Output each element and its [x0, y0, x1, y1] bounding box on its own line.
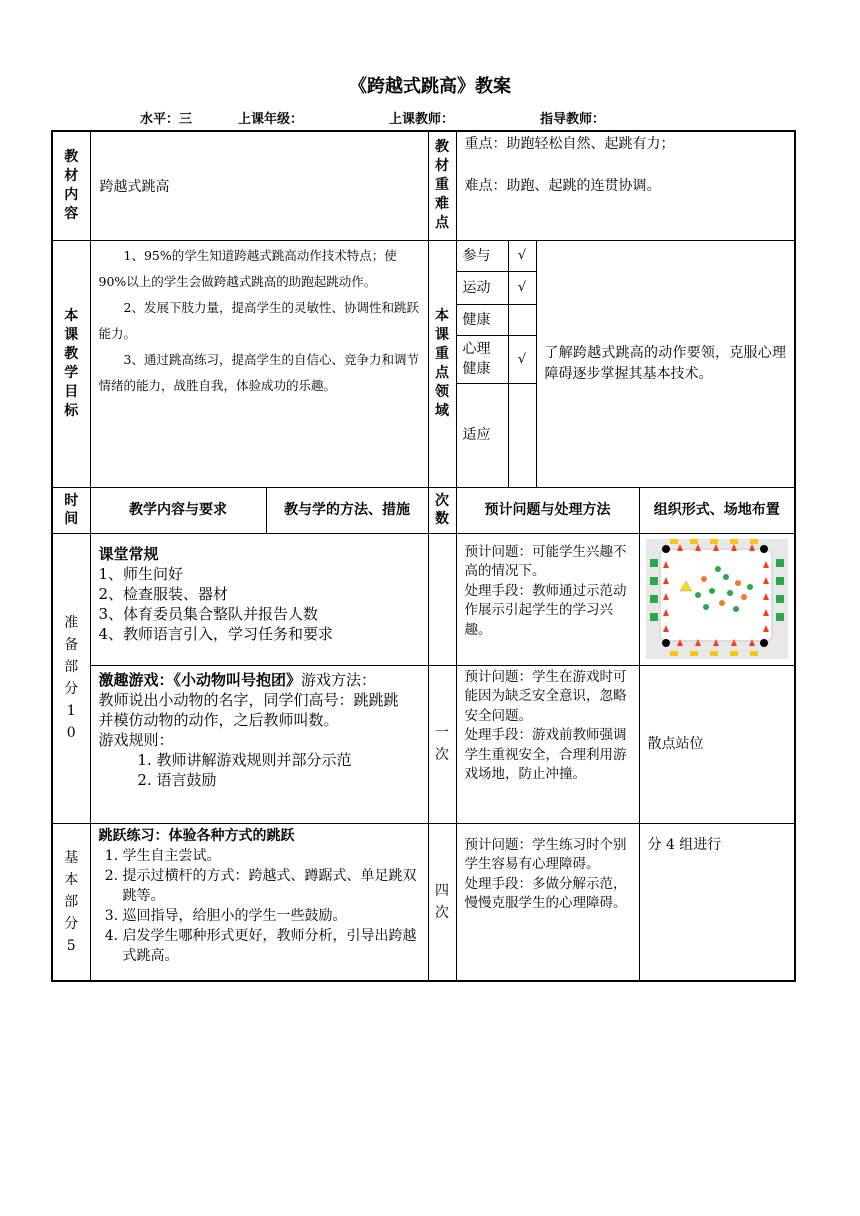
routine-solution: 处理手段：教师通过示范动作展示引起学生的学习兴趣。: [464, 582, 627, 638]
keypoint-difficulty: 难点：助跑、起跳的连贯协调。: [464, 178, 661, 194]
side-mat: [650, 559, 658, 567]
student-dot: [747, 584, 753, 590]
side-mat: [650, 613, 658, 621]
field-layout-diagram: [646, 539, 788, 659]
keypoints-cell: [456, 131, 795, 240]
domain-sport-check: √: [508, 271, 536, 304]
header-times: 次数: [428, 487, 456, 533]
content-label: 教材内容: [52, 131, 90, 240]
bottom-mat: [670, 651, 678, 656]
lesson-plan-table: [51, 130, 796, 982]
side-mat: [776, 595, 784, 603]
content-value: 跨越式跳高: [90, 131, 428, 240]
student-dot: [735, 580, 741, 586]
top-mat: [710, 539, 718, 544]
domain-description: 了解跨越式跳高的动作要领，克服心理障碍逐步掌握其基本技术。: [536, 240, 795, 487]
jump-item: 1. 学生自主尝试。: [123, 846, 420, 866]
jump-problem-cell: [456, 823, 639, 981]
routine-item: 4、教师语言引入，学习任务和要求: [98, 624, 334, 643]
teacher-label: 上课教师：: [389, 112, 455, 127]
grade-label: 上课年级：: [238, 112, 304, 127]
student-dot: [703, 604, 709, 610]
routine-title: 课堂常规: [98, 544, 159, 563]
bottom-mat: [690, 651, 698, 656]
bottom-mat: [730, 651, 738, 656]
game-rules-list: [99, 750, 420, 790]
jump-org: 分 4 组进行: [639, 823, 795, 981]
field-track: [660, 549, 772, 641]
routine-item: 3、体育委员集合整队并报告人数: [98, 604, 319, 623]
top-mat: [730, 539, 738, 544]
domain-participation: 参与: [456, 240, 508, 271]
game-problem-cell: [456, 665, 639, 823]
domain-adapt: 适应: [456, 383, 508, 487]
jump-problem: 预计问题：学生练习时个别学生容易有心理障碍。: [464, 836, 627, 872]
objectives-cell: [90, 240, 428, 487]
corner-marker: [662, 639, 670, 647]
jump-item: 3. 巡回指导，给胆小的学生一些鼓励。: [123, 906, 420, 926]
corner-marker: [760, 639, 768, 647]
student-dot: [715, 566, 721, 572]
jump-item: 4. 启发学生哪种形式更好，教师分析，引导出跨越式跳高。: [123, 926, 420, 966]
game-title-suffix: 游戏方法：: [301, 670, 377, 689]
top-mat: [670, 539, 678, 544]
game-solution: 处理手段：游戏前教师强调学生重视安全，合理利用游戏场地，防止冲撞。: [464, 727, 627, 782]
game-rule: 2. 语言鼓励: [157, 770, 420, 790]
keypoints-label: 教材重难点: [428, 131, 456, 240]
objective-2: 2、发展下肢力量，提高学生的灵敏性、协调性和跳跃能力。: [98, 299, 419, 341]
domain-mental-health-check: √: [508, 335, 536, 383]
side-mat: [650, 577, 658, 585]
game-rules-label: 游戏规则：: [98, 730, 174, 749]
domain-participation-check: √: [508, 240, 536, 271]
side-mat: [776, 577, 784, 585]
field-layout-cell: [639, 533, 795, 665]
jump-item: 2. 提示过横杆的方式：跨越式、蹲踞式、单足跳双跳等。: [123, 866, 420, 906]
side-mat: [650, 595, 658, 603]
domain-mental-health: 心理健康: [456, 335, 508, 383]
domain-health-check: [508, 304, 536, 335]
domain-sport: 运动: [456, 271, 508, 304]
side-mat: [776, 559, 784, 567]
corner-marker: [662, 545, 670, 553]
routine-item: 1、师生问好: [98, 564, 184, 583]
game-title: 激趣游戏：《小动物叫号抱团》: [98, 670, 302, 689]
bottom-mat: [710, 651, 718, 656]
student-dot: [709, 588, 715, 594]
student-dot: [741, 594, 747, 600]
header-method: 教与学的方法、措施: [266, 487, 428, 533]
student-dot: [727, 590, 733, 596]
objectives-label: 本课教学目标: [52, 240, 90, 487]
jump-list: [99, 846, 420, 966]
corner-marker: [760, 545, 768, 553]
level-label: 水平：三: [140, 112, 193, 127]
game-problem: 预计问题：学生在游戏时可能因为缺乏安全意识，忽略安全问题。: [464, 668, 627, 724]
basic-section-label: 基本部分5: [52, 823, 90, 981]
routine-item: 2、检查服装、器材: [98, 584, 229, 603]
student-dot: [719, 600, 725, 606]
game-cell: [90, 665, 428, 823]
routine-times: [428, 533, 456, 665]
game-org: 散点站位: [639, 665, 795, 823]
jump-title: 跳跃练习：体验各种方式的跳跃: [98, 827, 295, 844]
side-mat: [776, 613, 784, 621]
game-text: 并模仿动物的动作，之后教师叫数。: [98, 710, 339, 729]
jump-cell: [90, 823, 428, 981]
student-dot: [695, 592, 701, 598]
top-mat: [690, 539, 698, 544]
bottom-mat: [750, 651, 758, 656]
objective-3: 3、通过跳高练习，提高学生的自信心、竞争力和调节情绪的能力，战胜自我，体验成功的乐趣。: [98, 351, 419, 393]
objective-1: 1、95%的学生知道跨越式跳高动作技术特点；使 90%以上的学生会做跨越式跳高的助跑起跳动作。: [98, 247, 397, 289]
domain-health: 健康: [456, 304, 508, 335]
domain-adapt-check: [508, 383, 536, 487]
game-rule: 1. 教师讲解游戏规则并部分示范: [157, 750, 420, 770]
routine-problem: 预计问题：可能学生兴趣不高的情况下。: [464, 543, 627, 579]
header-org: 组织形式、场地布置: [639, 487, 795, 533]
routine-cell: [90, 533, 428, 665]
game-times: 一次: [428, 665, 456, 823]
header-content: 教学内容与要求: [90, 487, 266, 533]
student-dot: [733, 606, 739, 612]
game-text: 教师说出小动物的名字，同学们高号：跳跳跳: [98, 690, 399, 709]
jump-solution: 处理手段：多做分解示范，慢慢克服学生的心理障碍。: [464, 875, 627, 911]
page-title: 《跨越式跳高》教案: [349, 76, 511, 97]
top-mat: [750, 539, 758, 544]
header-time: 时间: [52, 487, 90, 533]
jump-times: 四次: [428, 823, 456, 981]
domain-label: 本课重点领域: [428, 240, 456, 487]
keypoint-primary: 重点：助跑轻松自然、起跳有力；: [464, 136, 675, 152]
student-dot: [701, 576, 707, 582]
prep-section-label: 准备部分10: [52, 533, 90, 823]
header-problems: 预计问题与处理方法: [456, 487, 639, 533]
routine-problem-cell: [456, 533, 639, 665]
mentor-label: 指导教师：: [540, 112, 606, 127]
student-dot: [723, 574, 729, 580]
